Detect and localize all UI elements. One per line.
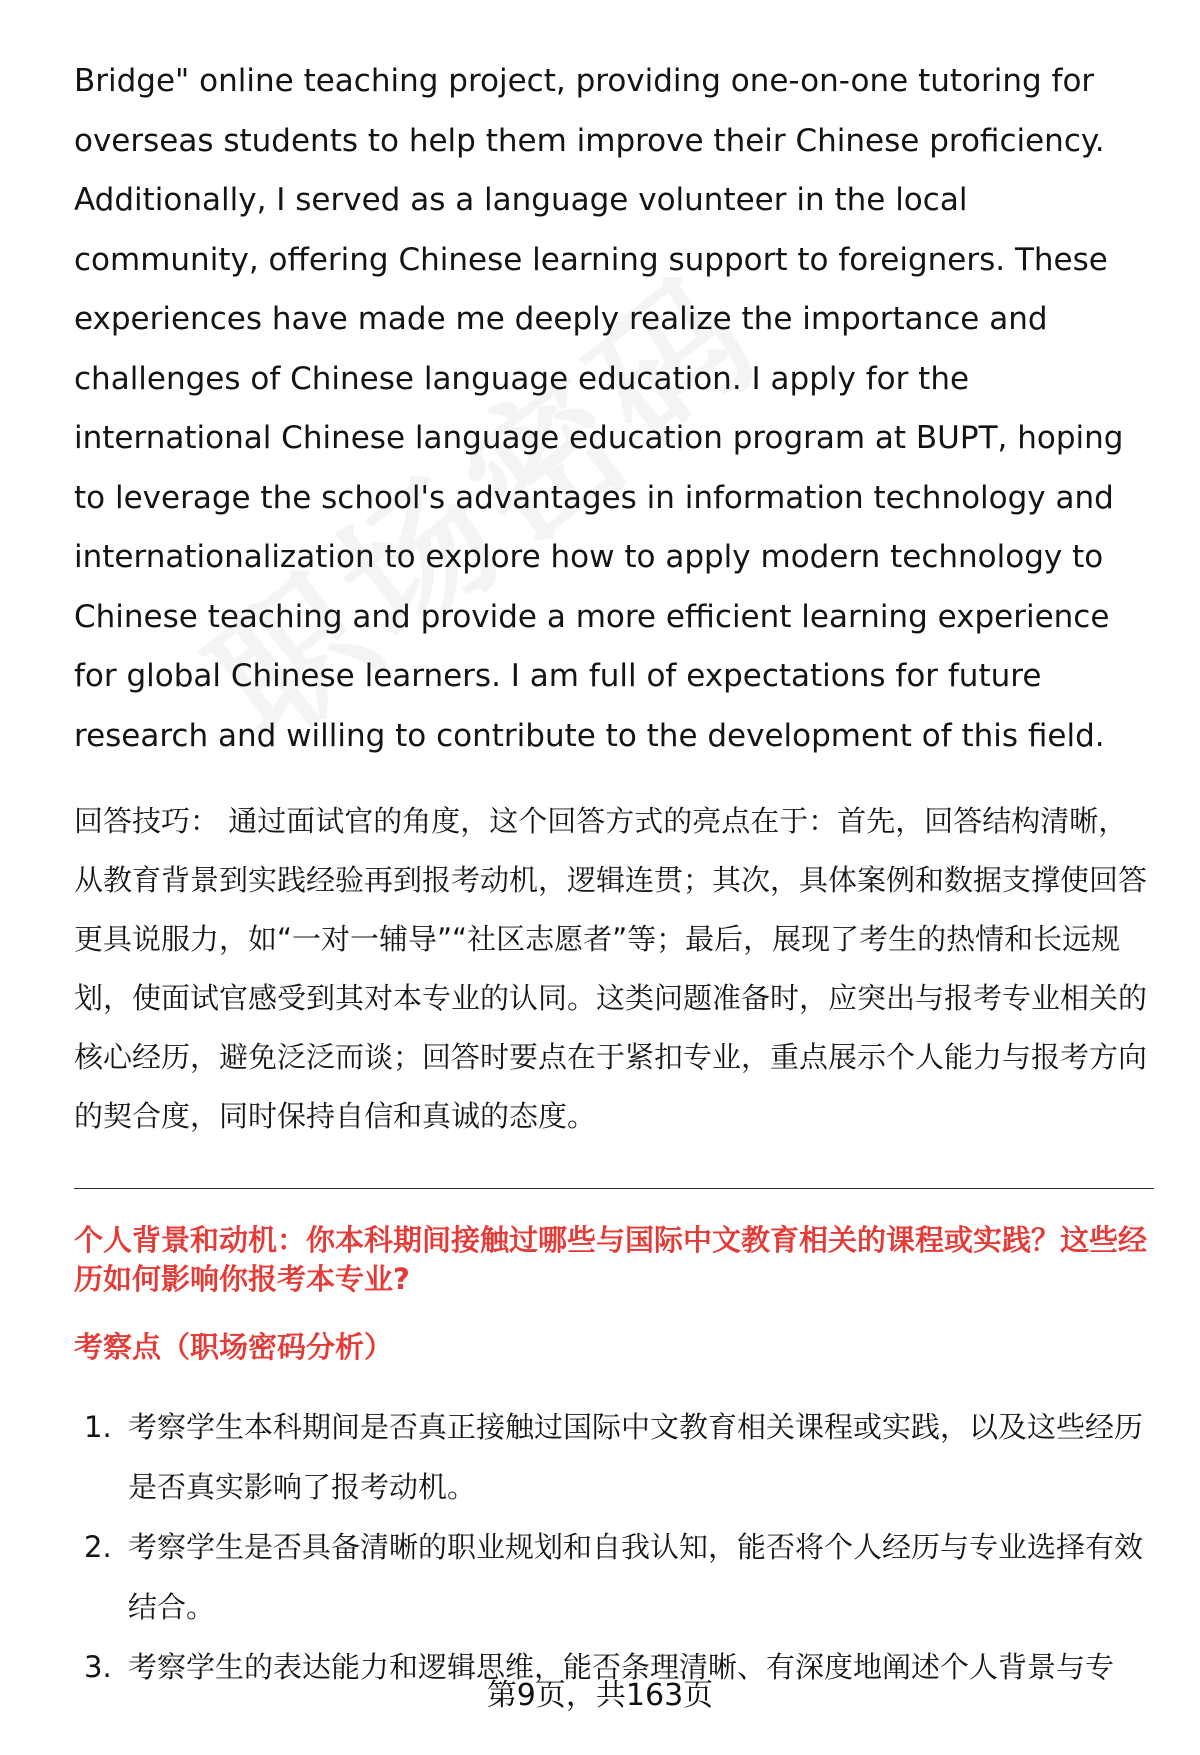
list-item-text: 考察学生是否具备清晰的职业规划和自我认知，能否将个人经历与专业选择有效结合。 <box>128 1530 1144 1624</box>
list-item-text: 考察学生的表达能力和逻辑思维，能否条理清晰、有深度地阐述个人背景与专 <box>128 1650 1115 1684</box>
question-heading: 个人背景和动机：你本科期间接触过哪些与国际中文教育相关的课程或实践？这些经历如何影响你报考本专业? <box>74 1223 1148 1296</box>
section-heading: 考察点（职场密码分析） <box>74 1330 394 1364</box>
tips-label: 回答技巧： <box>74 804 220 838</box>
list-item-number: 3. <box>84 1650 112 1684</box>
points-list <box>74 1397 1154 1697</box>
tips-paragraph <box>74 792 1154 1146</box>
list-item-text: 考察学生本科期间是否真正接触过国际中文教育相关课程或实践，以及这些经历是否真实影响了报考动机。 <box>128 1410 1144 1504</box>
page-content <box>74 52 1154 1697</box>
list-item <box>74 1517 1154 1637</box>
tips-text: 通过面试官的角度，这个回答方式的亮点在于：首先，回答结构清晰，从教育背景到实践经验再到报考动机，逻辑连贯；其次，具体案例和数据支撑使回答更具说服力，如“一对一辅导”“社区志愿者”等；最后，展现了考生的热情和长远规划，使面试官感受到其对本专业的认同。这类问题准备时，应突出与报考专业相关的核心经历，避免泛泛而谈；回答时要点在于紧扣专业，重点展示个人能力与报考方向的契合度，同时保持自信和真诚的态度。 <box>74 804 1148 1133</box>
section-divider <box>74 1188 1154 1189</box>
answer-paragraph: Bridge" online teaching project, providing one-on-one tutoring for overseas students to help them improve their Chinese proficiency. Additionally, I served as a language volunteer in the local community, offering Chinese learning support to foreigners. These experiences have made me deeply realize the importance and challenges of Chinese language education. I apply for the international Chinese language education program at BUPT, hoping to leverage the school's advantages in information technology and internationalization to explore how to apply modern technology to Chinese teaching and provide a more efficient learning experience for global Chinese learners. I am full of expectations for future research and willing to contribute to the development of this field. <box>74 63 1124 754</box>
list-item <box>74 1397 1154 1517</box>
page-number: 第9页，共163页 <box>486 1678 714 1713</box>
list-item-number: 2. <box>84 1530 112 1564</box>
list-item-number: 1. <box>84 1410 112 1444</box>
